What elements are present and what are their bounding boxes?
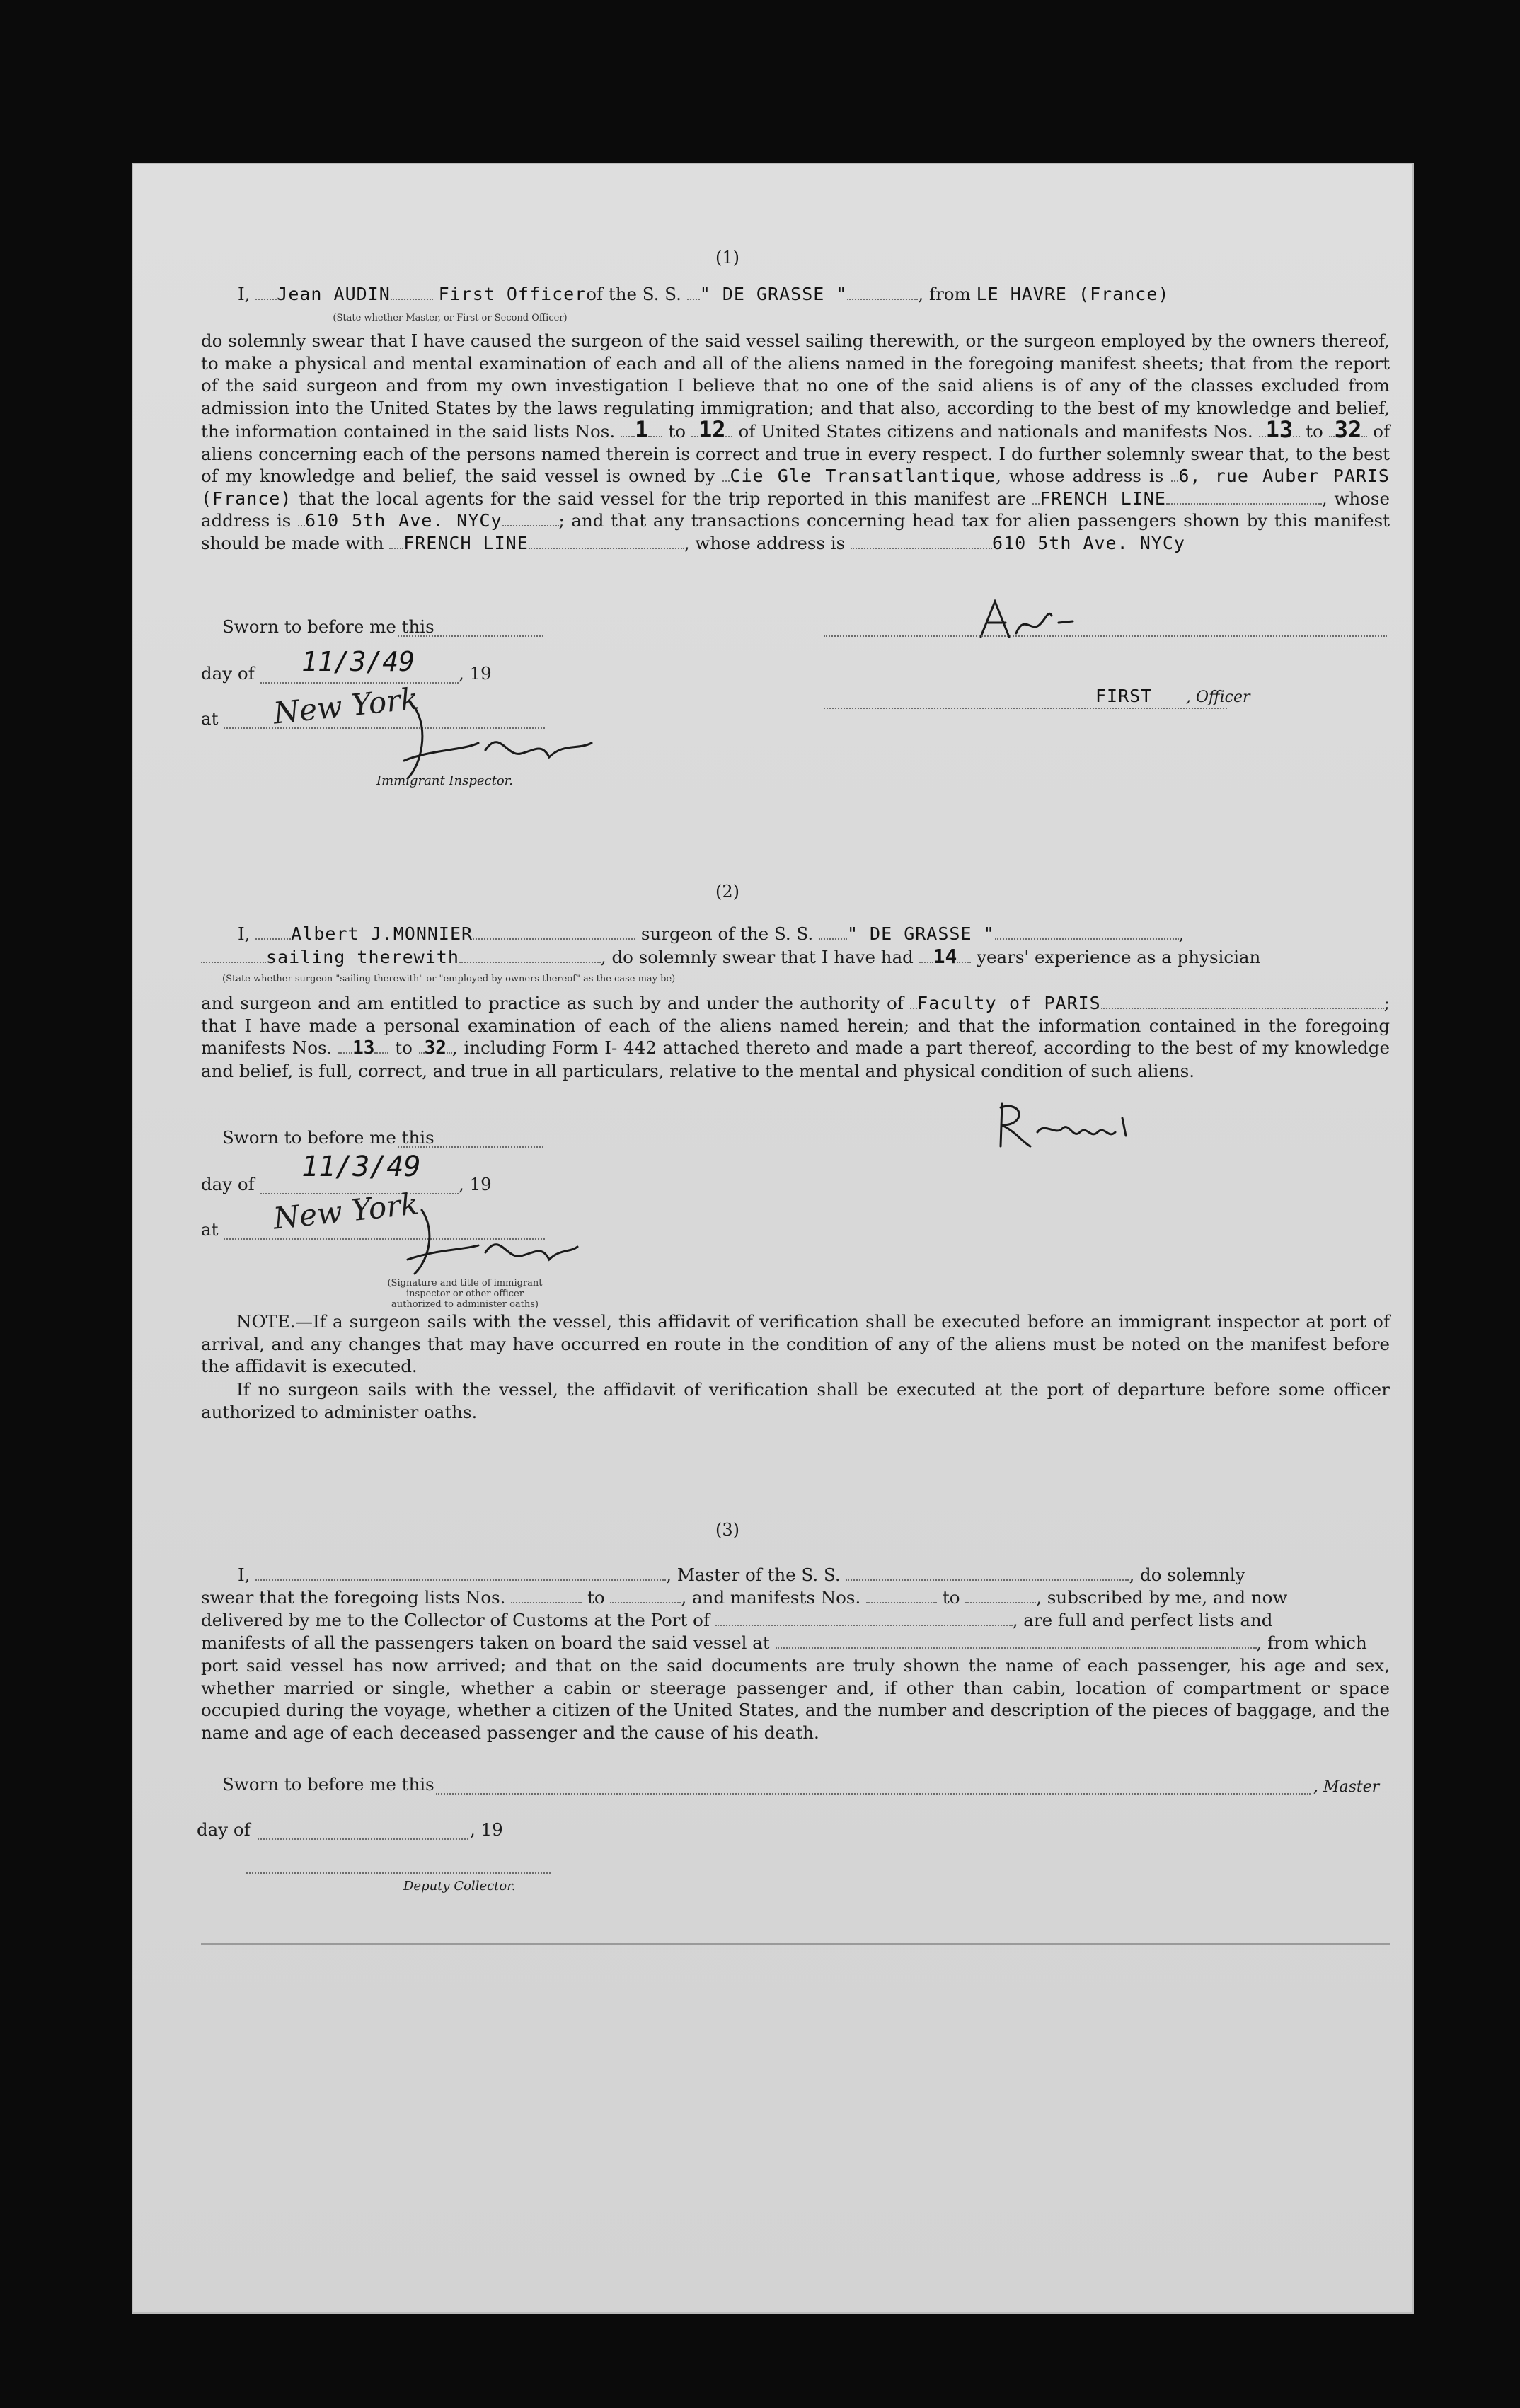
body-text-5: ; and that any transactions concerning head tax for alien passengers shown by this manifest should be made with (201, 510, 1391, 553)
do-solemnly-label: , do solemnly (1129, 1565, 1245, 1585)
to-label: to (668, 421, 686, 442)
section-2-body: and surgeon and am entitled to practice as such by and under the authority of Faculty of PARIS ; that I have made a personal examination of each of the aliens named herein; and that the information contained in the foregoing manifests Nos. 13 to 32 , including Form I- 442 attached thereto and made a part thereof, according to the best of my knowledge and belief, is full, correct, and true in all particulars, relative to the mental and physical condition of such aliens. (201, 993, 1390, 1081)
to-label: to (1306, 421, 1323, 442)
section-3-line-2 (201, 1586, 1390, 1609)
vessel-name: " DE GRASSE " (846, 923, 995, 944)
day-of-label: day of (201, 1174, 255, 1194)
manifests-to: 32 (424, 1037, 447, 1059)
day-of-label: day of (201, 663, 255, 684)
day-of-label: day of (197, 1819, 251, 1840)
note-paragraph-1 (201, 1310, 1390, 1378)
full-perfect-label: , are full and perfect lists and (1012, 1610, 1273, 1630)
body-text-1: and surgeon and am entitled to practice as such by and under the authority of (201, 993, 904, 1013)
section-1-body: do solemnly swear that I have caused the surgeon of the said vessel sailing therewith, or the surgeon employed by the owners thereof, to make a physical and mental examination of each and all of the aliens named in the foregoing manifest sheets; that from the report of the said surgeon and from my own investigation I believe that no one of the said aliens is of any of the classes excluded from admission into the United States by the laws regulating immigration; and that also, according to the best of my knowledge and belief, the information contained in the said lists Nos. 1 to 12 of United States citizens and nationals and manifests Nos. 13 to 32 of aliens concerning each of the persons named therein is correct and true in every respect. I do further solemnly swear that, to the best of my knowledge and belief, the said vessel is owned by Cie Gle Transatlantique, whose address is 6, rue Auber PARIS (France) that the local agents for the said vessel for the trip reported in this manifest are FRENCH LINE , whose address is 610 5th Ave. NYCy ; and that any transactions concerning head tax for alien passengers shown by this manifest should be made with FRENCH LINE , whose address is 610 5th Ave. NYCy (201, 330, 1391, 553)
to-label: to (587, 1587, 605, 1608)
body-text-1: do solemnly swear that I have caused the surgeon of the said vessel sailing therewith, or the surgeon employed by the owners thereof, to make a physical and mental examination of each and all of the aliens named in the foregoing manifest sheets; that from the report of the said surgeon and from my own investigation I believe that no one of the said aliens is of any of the classes excluded from admission into the United States by the laws regulating immigration; and that also, according to the best of my knowledge and belief, the information contained in the said lists Nos. (201, 330, 1390, 442)
whose-address-label: , whose address is (684, 532, 846, 553)
lists-to: 12 (698, 416, 726, 443)
inspector-signature (401, 1203, 585, 1281)
officer-name: Jean AUDIN (277, 284, 391, 304)
sworn-date: 11/3/49 (301, 1151, 421, 1183)
at-label: at (201, 1219, 219, 1240)
head-tax-address: 610 5th Ave. NYCy (992, 532, 1185, 553)
address-label: , whose address is (996, 466, 1164, 486)
subscribed-label: , subscribed by me, and now (1036, 1587, 1288, 1608)
section-3-number: (3) (715, 1520, 739, 1540)
practice-authority: Faculty of PARIS (917, 993, 1101, 1013)
at-label: at (201, 708, 219, 729)
taken-on-board-label: manifests of all the passengers taken on board the said vessel at (201, 1632, 770, 1653)
section-1-heading-line (238, 283, 1384, 306)
section-3-line-4 (201, 1632, 1390, 1654)
body-text-2: that I have made a personal examination of each of the aliens named herein; and that the information contained in the foregoing manifests Nos. (201, 1015, 1390, 1058)
surgeon-of-label: surgeon of the S. S. (640, 923, 814, 944)
lists-label: swear that the foregoing lists Nos. (201, 1587, 506, 1608)
head-tax-agent: FRENCH LINE (403, 532, 529, 553)
master-of-label: , Master of the S. S. (666, 1565, 841, 1585)
body-text-2: of United States citizens and nationals and manifests Nos. (738, 421, 1253, 442)
manifests-from: 13 (352, 1037, 375, 1059)
surgeon-status: sailing therewith (266, 947, 459, 967)
agents-address: 610 5th Ave. NYCy (305, 510, 502, 531)
note-paragraph-2 (201, 1378, 1390, 1423)
years-experience: 14 (933, 945, 957, 968)
section-3-line-1 (238, 1564, 1391, 1586)
year-suffix: , 19 (459, 1174, 492, 1194)
sworn-label: Sworn to before me this (222, 1774, 434, 1795)
from-which-label: , from which (1256, 1632, 1367, 1653)
to-label: to (395, 1037, 413, 1058)
lists-from: 1 (635, 416, 649, 443)
agents-address-label: whose address is (201, 488, 1390, 531)
departure-port: LE HAVRE (France) (976, 284, 1170, 304)
section-3-body (201, 1654, 1390, 1744)
sworn-place: New York (271, 681, 420, 731)
of-the-label: of the S. S. (586, 284, 681, 304)
swear-text: , do solemnly swear that I have had (600, 947, 914, 967)
sworn-date: 11/3/49 (301, 646, 415, 677)
vessel-owner: Cie Gle Transatlantique (730, 466, 996, 486)
section-2-status-line (201, 945, 1390, 969)
pronoun: I, (238, 1565, 251, 1585)
officer-label: , Officer (1186, 689, 1250, 706)
document-page (132, 163, 1414, 2314)
section-3-line-3 (201, 1609, 1390, 1632)
rank-note: (State whether Master, or First or Second Officer) (333, 313, 568, 323)
sworn-label: Sworn to before me this (222, 616, 434, 637)
pronoun: I, (238, 284, 251, 304)
vessel-name: " DE GRASSE " (699, 284, 848, 304)
officer-rank-signed: FIRST (1095, 686, 1153, 706)
surgeon-name: Albert J.MONNIER (291, 923, 473, 944)
note-text-2: If no surgeon sails with the vessel, the affidavit of verification shall be executed at the port of departure before some officer authorized to administer oaths. (201, 1379, 1390, 1422)
sworn-place: New York (271, 1186, 420, 1236)
section-1-number: (1) (715, 248, 739, 267)
and-manifests-label: , and manifests Nos. (681, 1587, 861, 1608)
local-agents: FRENCH LINE (1040, 488, 1166, 509)
sworn-label: Sworn to before me this (222, 1127, 434, 1148)
year-suffix: , 19 (470, 1819, 503, 1840)
master-label: , Master (1313, 1778, 1380, 1796)
section-2-heading-line: I, Albert J.MONNIER surgeon of the S. S. " DE GRASSE " , (238, 923, 1185, 944)
from-label: , from (918, 284, 971, 304)
body-text-3: of aliens concerning each of the persons named therein is correct and true in every respect. I do further solemnly swear that, to the best of my knowledge and belief, the said vessel is owned by (201, 421, 1391, 486)
surgeon-signature (988, 1097, 1172, 1153)
year-suffix: , 19 (459, 663, 492, 684)
body-text-3: , including Form I- 442 attached thereto and made a part thereof, according to the best of my knowledge and belief, is full, correct, and true in all particulars, relative to the mental and physical condition of such aliens. (201, 1037, 1390, 1081)
pronoun: I, (238, 923, 251, 944)
note-text-1: NOTE.—If a surgeon sails with the vessel, this affidavit of verification shall be executed before an immigrant inspector at port of arrival, and any changes that may have occurred en route in the condition of any of the aliens must be noted on the manifest before the affidavit is executed. (201, 1311, 1390, 1376)
manifests-from: 13 (1265, 416, 1294, 443)
body-text-4: that the local agents for the said vessel for the trip reported in this manifest are (299, 488, 1026, 509)
body-text: port said vessel has now arrived; and that on the said documents are truly shown the name of each passenger, his age and sex, whether married or single, whether a cabin or steerage passenger and, if other than cabin, location of compartment or space occupied during the voyage, whether a citizen of the United States, and the number and description of the pieces of baggage, and the name and age of each deceased passenger and the cause of his death. (201, 1655, 1390, 1743)
section-2-number: (2) (715, 882, 739, 901)
inspector-label: Immigrant Inspector. (376, 773, 514, 788)
officer-rank: First Officer (438, 284, 587, 304)
manifests-to: 32 (1334, 416, 1362, 443)
status-note: (State whether surgeon "sailing therewith" or "employed by owners thereof" as the case may be) (222, 974, 676, 984)
port-label: delivered by me to the Collector of Customs at the Port of (201, 1610, 710, 1630)
to-label: to (942, 1587, 960, 1608)
signature-note: (Signature and title of immigrant inspector or other officer authorized to administer oaths) (387, 1278, 543, 1310)
officer-signature (967, 594, 1094, 651)
collector-label: Deputy Collector. (403, 1879, 516, 1894)
years-label: years' experience as a physician (977, 947, 1261, 967)
owner-address: 6, rue Auber PARIS (France) (201, 466, 1390, 509)
